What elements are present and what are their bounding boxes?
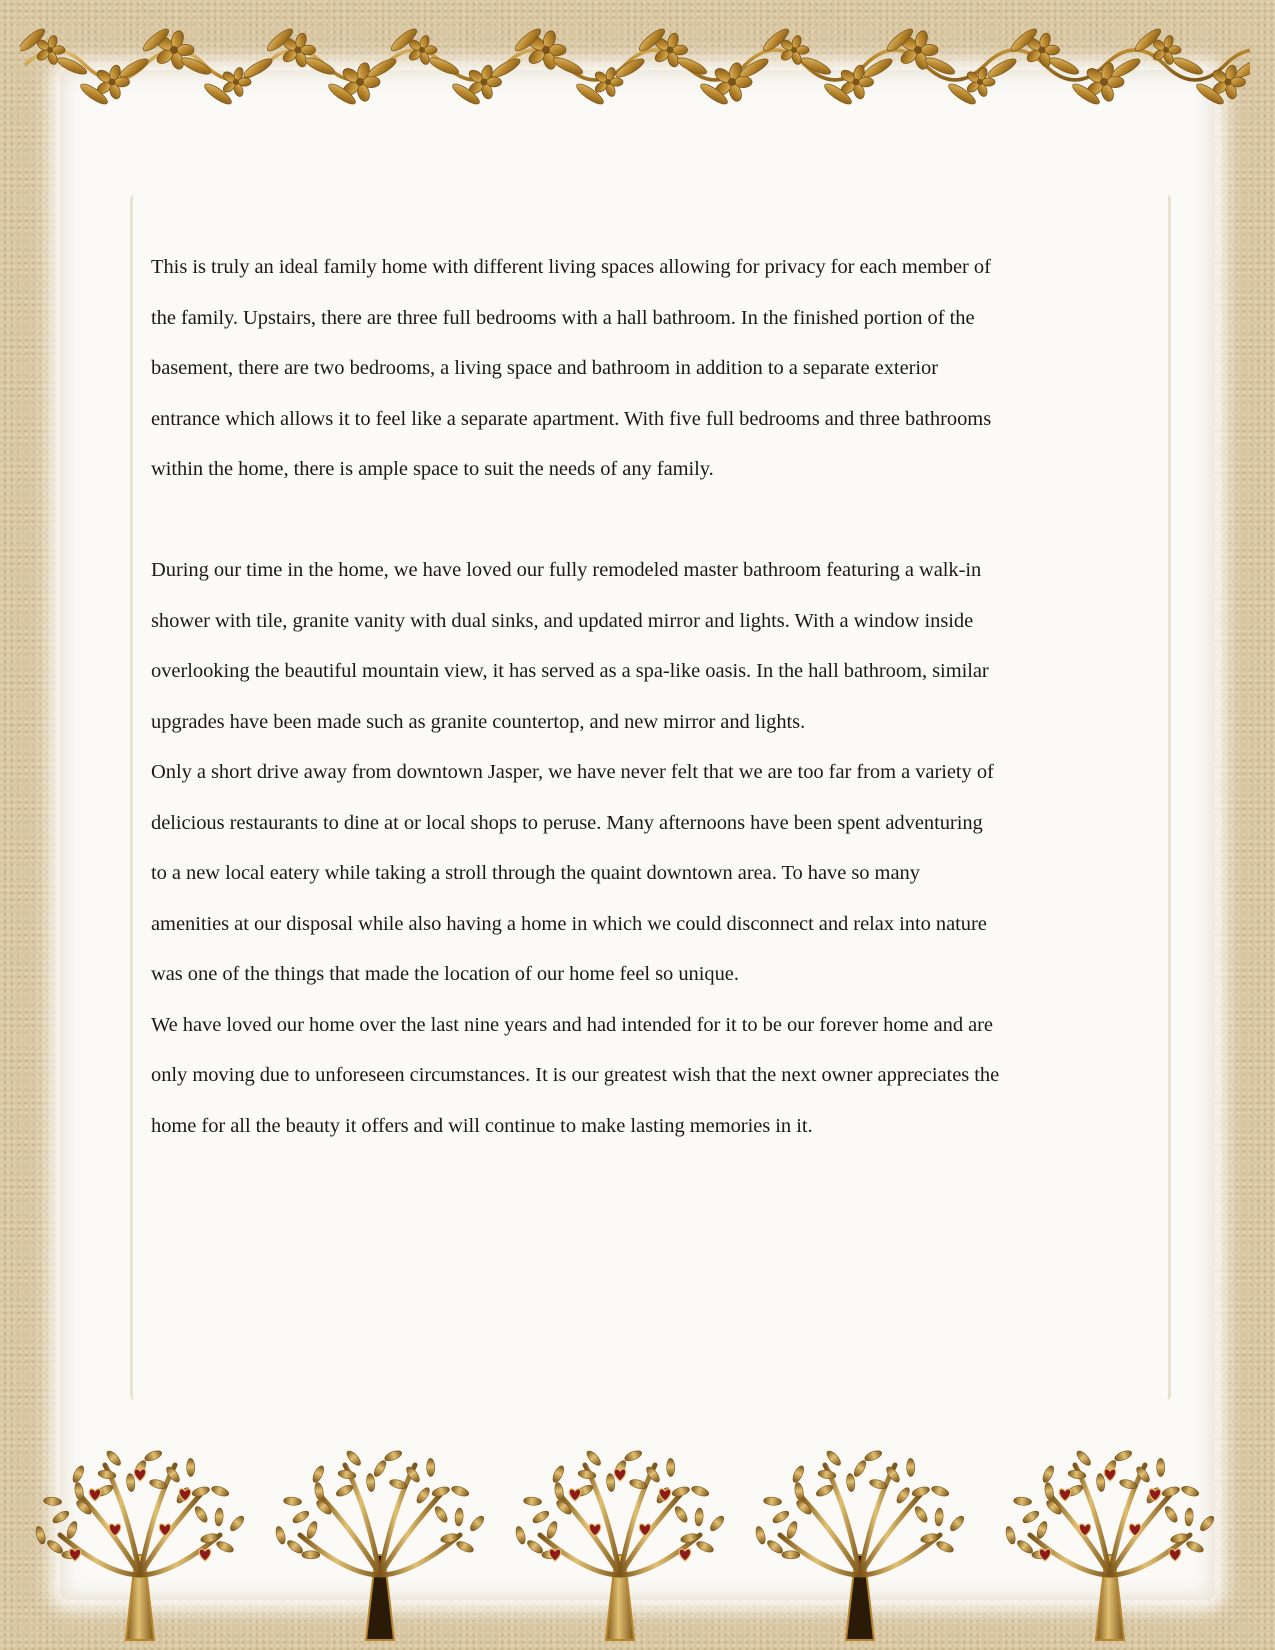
heart-icon bbox=[89, 1489, 101, 1501]
heart-icon bbox=[134, 1469, 146, 1481]
golden-tree-icon bbox=[1004, 1449, 1216, 1640]
heart-icon bbox=[679, 1549, 691, 1561]
leaf-icon bbox=[490, 56, 523, 81]
leaf-icon bbox=[303, 55, 336, 78]
paragraph-2: During our time in the home, we have loved our fully remodeled master bathroom featuring a walk-in shower with tile, granite vanity with dual sinks, and updated mirror and lights. With a window inside overlooking the beautiful mountain view, it has served as a spa-like oasis. In the hall bathroom, similar upgrades have been made such as granite countertop, and new mirror and lights. bbox=[151, 559, 989, 733]
heart-icon bbox=[1039, 1549, 1051, 1561]
heart-icon bbox=[1059, 1489, 1071, 1501]
golden-tree-icon bbox=[754, 1449, 966, 1640]
golden-tree-icon bbox=[34, 1449, 246, 1640]
leaf-icon bbox=[1047, 55, 1080, 78]
leaf-icon bbox=[118, 56, 151, 81]
paragraph-3: Only a short drive away from downtown Jasper, we have never felt that we are too far from a variety of delicious restaurants to dine at or local shops to peruse. Many afternoons have been spent adventuring to a new local eatery while taking a stroll through the quaint downtown area. To have so many amenities at our disposal while also having a home in which we could disconnect and relax into nature was one of the things that made the location of our home feel so unique. bbox=[151, 761, 994, 985]
leaf-icon bbox=[675, 55, 708, 78]
heart-icon bbox=[549, 1549, 561, 1561]
leaf-icon bbox=[427, 55, 460, 78]
golden-trees-footer bbox=[20, 1435, 1250, 1645]
leaf-icon bbox=[551, 55, 584, 78]
golden-tree-icon bbox=[514, 1449, 726, 1640]
heart-icon bbox=[69, 1549, 81, 1561]
heart-icon bbox=[614, 1469, 626, 1481]
leaf-icon bbox=[1110, 56, 1143, 81]
leaf-icon bbox=[242, 56, 275, 81]
paragraph-4: We have loved our home over the last nine years and had intended for it to be our forever home and are only moving due to unforeseen circumstances. It is our greatest wish that the next owner appreciates the home for all the beauty it offers and will continue to make lasting memories in it. bbox=[151, 1013, 1000, 1137]
heart-icon bbox=[569, 1489, 581, 1501]
heart-icon bbox=[199, 1549, 211, 1561]
heart-icon bbox=[1104, 1469, 1116, 1481]
floral-garland-icon bbox=[20, 10, 1250, 125]
golden-tree-icon bbox=[274, 1449, 486, 1640]
leaf-icon bbox=[366, 56, 399, 81]
paragraph-1: This is truly an ideal family home with different living spaces allowing for privacy for each member of the family. Upstairs, there are three full bedrooms with a hall bathroom. In the finished portion of the basement, there are two bedrooms, a living space and bathroom in addition to a separate exterior entrance which allows it to feel like a separate apartment. With five full bedrooms and three bathrooms within the home, there is ample space to suit the needs of any family. bbox=[151, 256, 992, 480]
leaf-icon bbox=[862, 56, 895, 81]
letter-body bbox=[151, 242, 1001, 1151]
heart-icon bbox=[1169, 1549, 1181, 1561]
